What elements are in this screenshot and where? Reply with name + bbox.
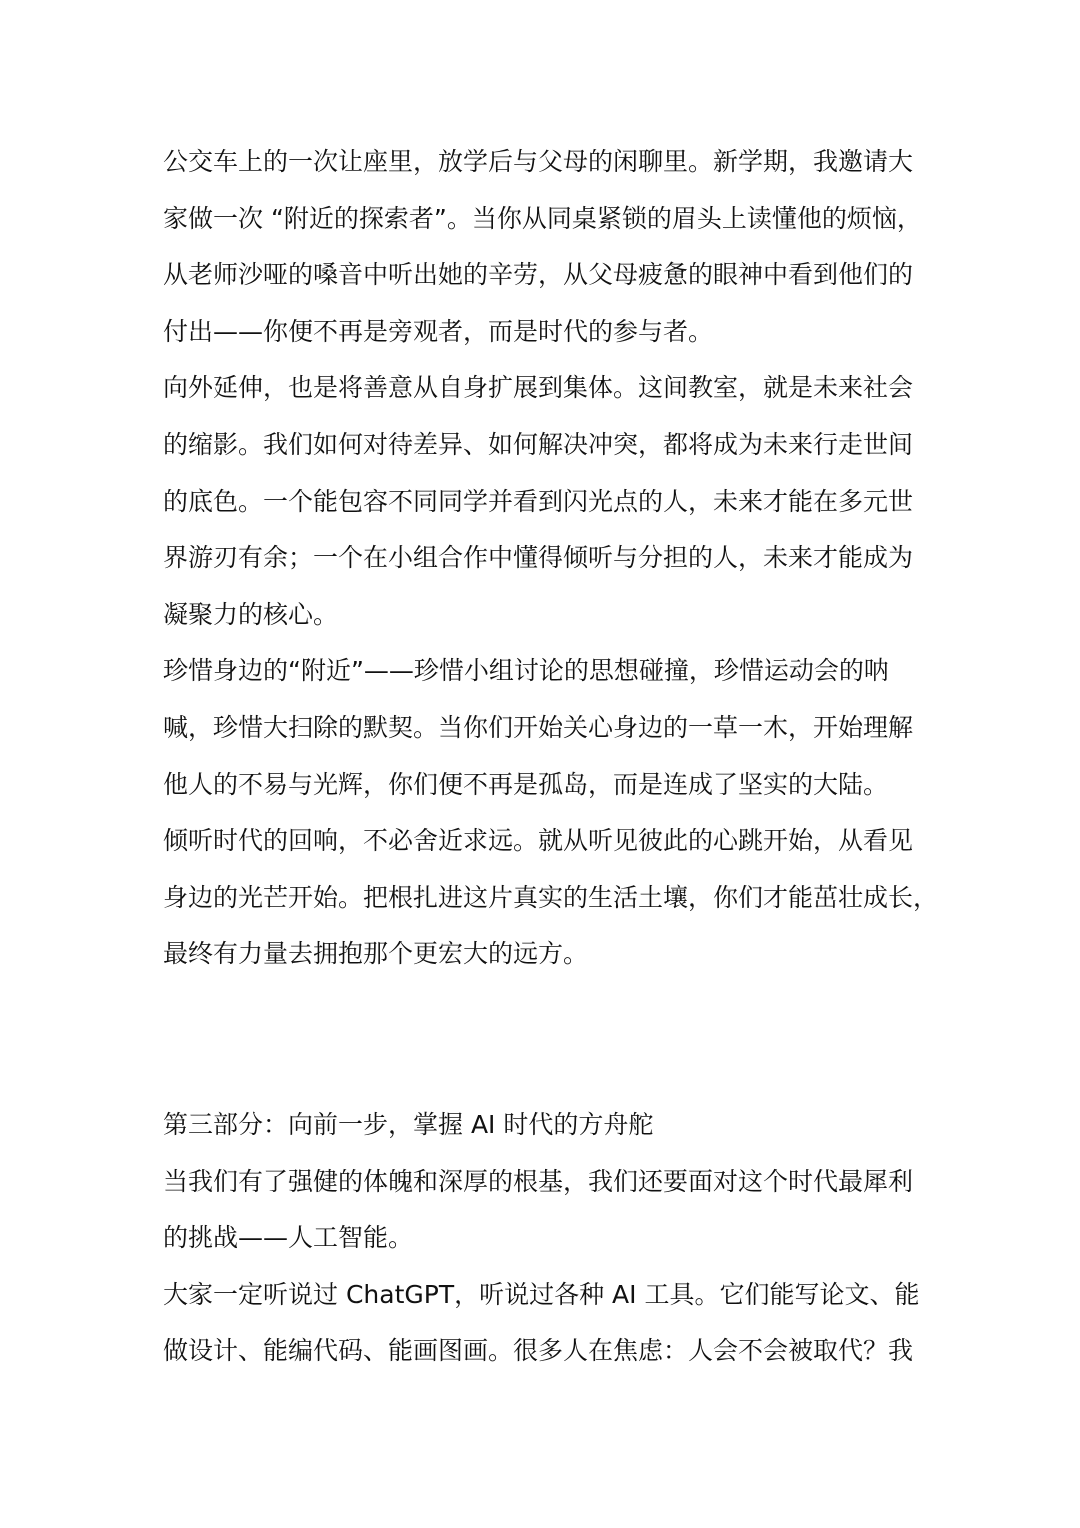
text-line: 倾听时代的回响，不必舍近求远。就从听见彼此的心跳开始，从看见 [163,826,914,856]
body-text-section-one [163,134,939,983]
text-line: 付出——你便不再是旁观者，而是时代的参与者。 [163,316,714,346]
text-line: 喊，珍惜大扫除的默契。当你们开始关心身边的一草一木，开始理解 [163,712,914,742]
text-line: 的挑战——人工智能。 [163,1223,414,1253]
body-text-section-two [163,1097,933,1380]
text-line: 他人的不易与光辉，你们便不再是孤岛，而是连成了坚实的大陆。 [163,769,889,799]
text-line: 家做一次 “附近的探索者”。当你从同桌紧锁的眉头上读懂他的烦恼， [163,203,922,233]
text-line: 从老师沙哑的嗓音中听出她的辛劳，从父母疲惫的眼神中看到他们的 [163,260,914,290]
section-heading: 第三部分：向前一步，掌握 AI 时代的方舟舵 [163,1110,654,1139]
text-line: 做设计、能编代码、能画图画。很多人在焦虑：人会不会被取代？我 [163,1336,914,1366]
text-line: 向外延伸，也是将善意从自身扩展到集体。这间教室，就是未来社会 [163,373,914,403]
text-line: 大家一定听说过 ChatGPT，听说过各种 AI 工具。它们能写论文、能 [163,1279,920,1309]
text-line: 的缩影。我们如何对待差异、如何解决冲突，都将成为未来行走世间 [163,429,914,459]
text-line: 珍惜身边的“附近”——珍惜小组讨论的思想碰撞，珍惜运动会的呐 [163,656,889,686]
text-line: 凝聚力的核心。 [163,599,339,629]
text-line: 当我们有了强健的体魄和深厚的根基，我们还要面对这个时代最犀利 [163,1166,914,1196]
text-line: 公交车上的一次让座里，放学后与父母的闲聊里。新学期，我邀请大 [163,147,914,176]
text-line: 最终有力量去拥抱那个更宏大的远方。 [163,939,589,969]
text-line: 身边的光芒开始。把根扎进这片真实的生活土壤，你们才能茁壮成长， [163,882,939,912]
text-line: 的底色。一个能包容不同同学并看到闪光点的人，未来才能在多元世 [163,486,914,516]
text-line: 界游刃有余；一个在小组合作中懂得倾听与分担的人，未来才能成为 [163,543,914,573]
